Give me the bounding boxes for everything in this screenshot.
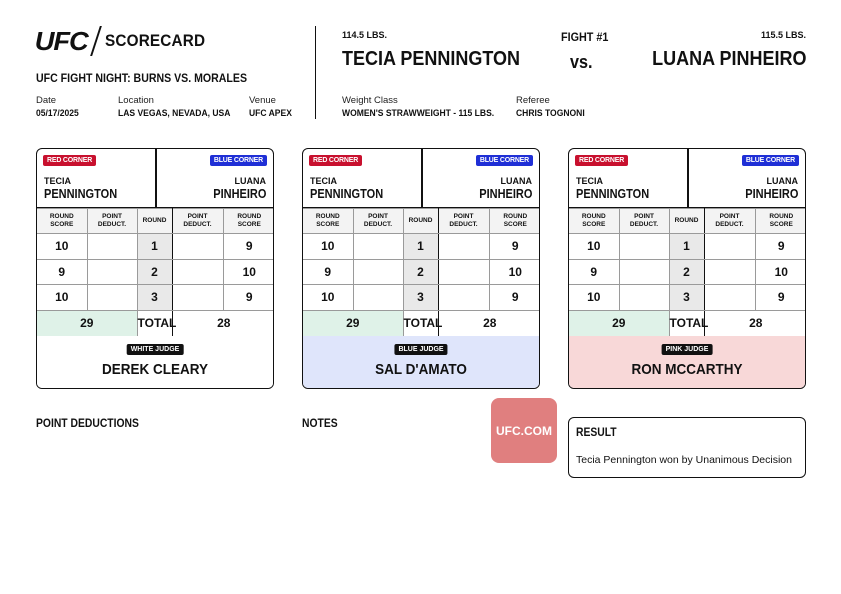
- blue-point-deduction: [704, 259, 755, 285]
- blue-fighter-last-name: PINHEIRO: [478, 187, 532, 201]
- round-row: [303, 259, 540, 285]
- location-label: Location: [118, 95, 154, 106]
- round-row: [37, 234, 274, 260]
- corner-header: [37, 149, 273, 208]
- total-row: [37, 310, 274, 336]
- judge-footer: [569, 336, 805, 389]
- referee-label: Referee: [516, 95, 550, 106]
- result-text: Tecia Pennington won by Unanimous Decision: [576, 454, 792, 466]
- blue-round-score: 10: [755, 259, 806, 285]
- blue-corner-badge: BLUE CORNER: [476, 155, 533, 166]
- notes-title: NOTES: [302, 418, 338, 430]
- red-corner-badge: RED CORNER: [575, 155, 628, 166]
- round-row: [569, 285, 806, 311]
- blue-point-deduction: [704, 285, 755, 311]
- judge-badge: PINK JUDGE: [662, 344, 713, 355]
- red-corner-badge: RED CORNER: [43, 155, 96, 166]
- red-fighter-last-name: PENNINGTON: [310, 187, 384, 201]
- header-divider: [315, 26, 316, 119]
- red-fighter-first-name: TECIA: [310, 176, 337, 186]
- round-number: 1: [403, 234, 438, 260]
- point-deductions-title: POINT DEDUCTIONS: [36, 418, 139, 430]
- blue-corner-badge: BLUE CORNER: [210, 155, 267, 166]
- round-header: ROUND: [403, 209, 438, 234]
- red-point-deduct-header: POINT DEDUCT.: [87, 209, 137, 234]
- result-title: RESULT: [576, 427, 617, 439]
- blue-corner-badge: BLUE CORNER: [742, 155, 799, 166]
- red-fighter-name: TECIA PENNINGTON: [342, 48, 521, 70]
- judge-name: SAL D'AMATO: [375, 361, 467, 378]
- blue-total-score: 28: [438, 310, 540, 336]
- red-point-deduction: [619, 234, 669, 260]
- red-round-score: 10: [303, 234, 353, 260]
- judge-badge: WHITE JUDGE: [127, 344, 184, 355]
- blue-round-score: 9: [489, 285, 540, 311]
- blue-fighter-first-name: LUANA: [500, 176, 532, 186]
- red-point-deduction: [87, 234, 137, 260]
- corner-divider: [421, 149, 423, 208]
- judge-name: RON MCCARTHY: [631, 361, 743, 378]
- blue-round-score: 9: [755, 285, 806, 311]
- event-name: UFC FIGHT NIGHT: BURNS VS. MORALES: [36, 73, 248, 85]
- score-table: [37, 208, 274, 337]
- red-point-deduct-header: POINT DEDUCT.: [353, 209, 403, 234]
- scorecard-title: SCORECARD: [105, 31, 206, 50]
- venue-value: UFC APEX: [249, 108, 292, 119]
- score-table-header: [303, 209, 540, 234]
- blue-point-deduction: [172, 234, 223, 260]
- red-round-score: 9: [37, 259, 87, 285]
- total-label: TOTAL: [137, 310, 172, 336]
- blue-round-score-header: ROUND SCORE: [489, 209, 540, 234]
- score-table: [569, 208, 806, 337]
- round-number: 1: [137, 234, 172, 260]
- red-round-score: 10: [569, 234, 619, 260]
- red-fighter-last-name: PENNINGTON: [576, 187, 650, 201]
- blue-point-deduction: [172, 285, 223, 311]
- blue-fighter-last-name: PINHEIRO: [212, 187, 266, 201]
- red-fighter-first-name: TECIA: [44, 176, 71, 186]
- round-number: 2: [669, 259, 704, 285]
- score-table-header: [37, 209, 274, 234]
- red-fighter-weight: 114.5 LBS.: [342, 30, 388, 40]
- red-point-deduction: [87, 259, 137, 285]
- red-fighter-first-name: TECIA: [576, 176, 603, 186]
- red-round-score-header: ROUND SCORE: [569, 209, 619, 234]
- score-table: [303, 208, 540, 337]
- red-round-score: 10: [37, 234, 87, 260]
- judge-name: DEREK CLEARY: [101, 361, 209, 378]
- blue-round-score: 10: [223, 259, 274, 285]
- venue-label: Venue: [249, 95, 276, 106]
- blue-fighter-first-name: LUANA: [766, 176, 798, 186]
- red-point-deduct-header: POINT DEDUCT.: [619, 209, 669, 234]
- total-label: TOTAL: [403, 310, 438, 336]
- red-round-score: 9: [303, 259, 353, 285]
- blue-fighter-first-name: LUANA: [234, 176, 266, 186]
- blue-point-deduct-header: POINT DEDUCT.: [172, 209, 223, 234]
- round-number: 1: [669, 234, 704, 260]
- blue-fighter-name: LUANA PINHEIRO: [651, 48, 806, 70]
- judge-scorecard-1: [36, 148, 274, 389]
- red-round-score: 10: [37, 285, 87, 311]
- red-fighter-last-name: PENNINGTON: [44, 187, 118, 201]
- round-row: [569, 234, 806, 260]
- red-round-score: 10: [569, 285, 619, 311]
- corner-divider: [687, 149, 689, 208]
- judge-scorecard-3: [568, 148, 806, 389]
- blue-round-score: 9: [223, 285, 274, 311]
- logo-divider: [91, 26, 103, 56]
- red-round-score: 9: [569, 259, 619, 285]
- red-round-score-header: ROUND SCORE: [303, 209, 353, 234]
- fight-number: FIGHT #1: [561, 30, 609, 44]
- weight-class-value: WOMEN'S STRAWWEIGHT - 115 LBS.: [342, 108, 495, 119]
- red-round-score-header: ROUND SCORE: [37, 209, 87, 234]
- date-label: Date: [36, 95, 57, 106]
- corner-header: [303, 149, 539, 208]
- red-point-deduction: [619, 285, 669, 311]
- ufc-logo: UFC: [34, 25, 88, 56]
- round-number: 3: [137, 285, 172, 311]
- round-number: 2: [403, 259, 438, 285]
- blue-round-score: 10: [489, 259, 540, 285]
- red-total-score: 29: [37, 310, 137, 336]
- corner-divider: [155, 149, 157, 208]
- blue-round-score-header: ROUND SCORE: [755, 209, 806, 234]
- round-row: [569, 259, 806, 285]
- red-corner-badge: RED CORNER: [309, 155, 362, 166]
- total-row: [569, 310, 806, 336]
- blue-fighter-last-name: PINHEIRO: [744, 187, 798, 201]
- red-point-deduction: [353, 234, 403, 260]
- date-value: 05/17/2025: [36, 108, 79, 119]
- round-row: [37, 285, 274, 311]
- round-row: [37, 259, 274, 285]
- result-box: [568, 417, 806, 478]
- blue-point-deduct-header: POINT DEDUCT.: [704, 209, 755, 234]
- red-point-deduction: [353, 259, 403, 285]
- judge-scorecard-2: [302, 148, 540, 389]
- red-round-score: 10: [303, 285, 353, 311]
- red-total-score: 29: [569, 310, 669, 336]
- blue-round-score: 9: [755, 234, 806, 260]
- judge-footer: [303, 336, 539, 389]
- round-row: [303, 234, 540, 260]
- round-header: ROUND: [137, 209, 172, 234]
- judge-badge: BLUE JUDGE: [394, 344, 447, 355]
- blue-round-score-header: ROUND SCORE: [223, 209, 274, 234]
- blue-point-deduction: [438, 259, 489, 285]
- blue-point-deduction: [438, 234, 489, 260]
- blue-round-score: 9: [223, 234, 274, 260]
- total-label: TOTAL: [669, 310, 704, 336]
- blue-point-deduction: [172, 259, 223, 285]
- score-table-header: [569, 209, 806, 234]
- round-number: 3: [403, 285, 438, 311]
- corner-header: [569, 149, 805, 208]
- blue-total-score: 28: [704, 310, 806, 336]
- round-number: 3: [669, 285, 704, 311]
- round-number: 2: [137, 259, 172, 285]
- location-value: LAS VEGAS, NEVADA, USA: [118, 108, 231, 119]
- red-point-deduction: [87, 285, 137, 311]
- blue-point-deduction: [438, 285, 489, 311]
- red-point-deduction: [353, 285, 403, 311]
- blue-point-deduct-header: POINT DEDUCT.: [438, 209, 489, 234]
- red-point-deduction: [619, 259, 669, 285]
- blue-total-score: 28: [172, 310, 274, 336]
- ufc-com-badge: UFC.COM: [491, 398, 557, 463]
- red-total-score: 29: [303, 310, 403, 336]
- versus-label: vs.: [570, 52, 593, 72]
- total-row: [303, 310, 540, 336]
- round-row: [303, 285, 540, 311]
- round-header: ROUND: [669, 209, 704, 234]
- weight-class-label: Weight Class: [342, 95, 398, 106]
- blue-fighter-weight: 115.5 LBS.: [760, 30, 806, 40]
- ufc-scorecard-logo: [36, 26, 217, 56]
- judge-footer: [37, 336, 273, 389]
- referee-value: CHRIS TOGNONI: [516, 108, 585, 119]
- blue-point-deduction: [704, 234, 755, 260]
- blue-round-score: 9: [489, 234, 540, 260]
